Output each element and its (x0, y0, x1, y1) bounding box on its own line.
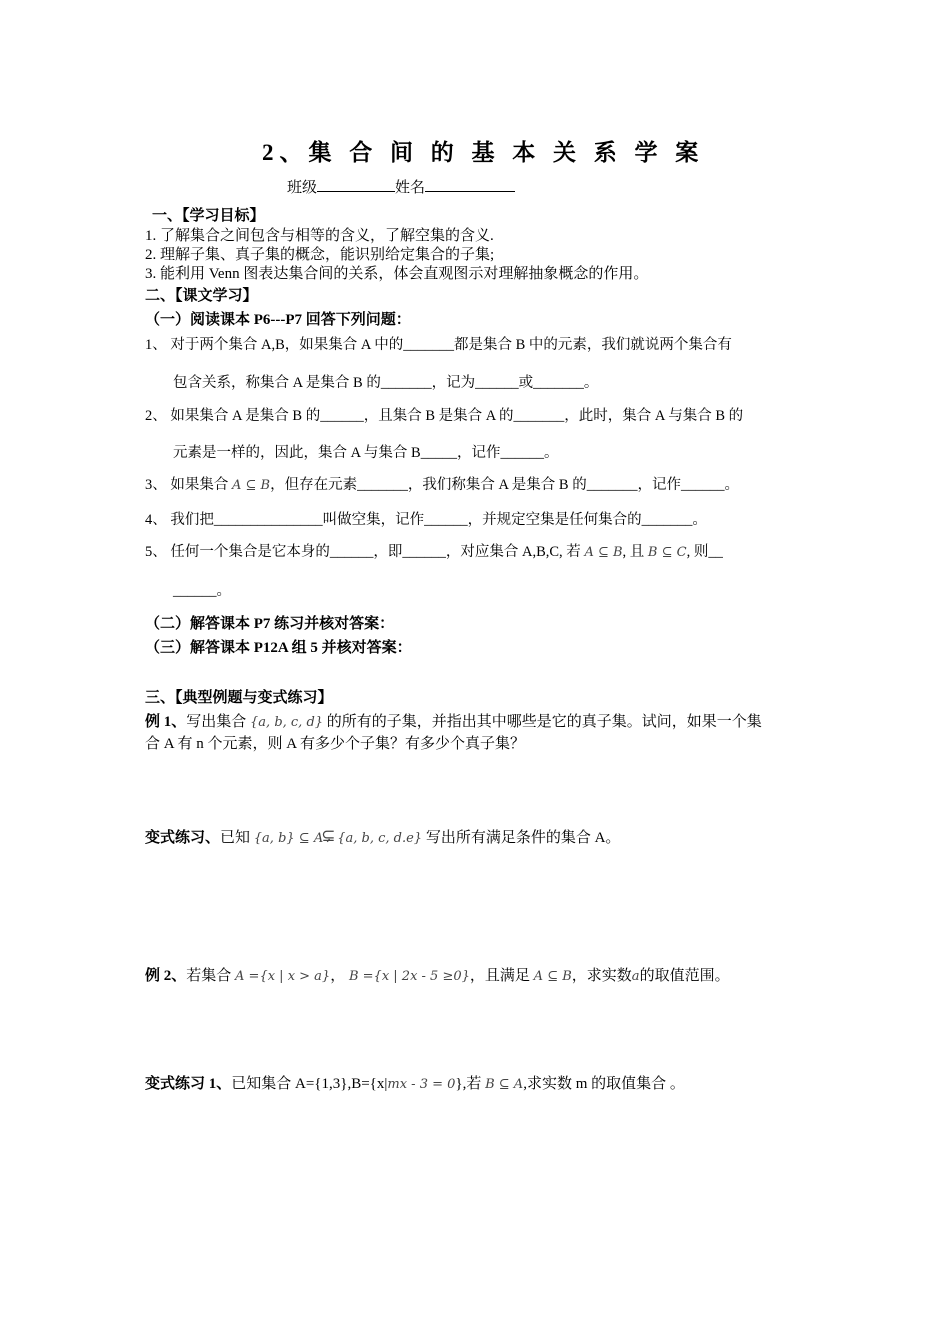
example-1-suffix: 的所有的子集，并指出其中哪些是它的真子集。试问，如果一个集 (326, 714, 762, 730)
section2-heading: 二、【课文学习】 (145, 288, 258, 304)
question-1-line1: 1、 对于两个集合 A,B，如果集合 A 中的_______都是集合 B 中的元素，我们就说两个集合有 (145, 337, 732, 353)
question-5-suffix: , 则__ (686, 544, 723, 560)
example-2-math-c: A ⊆ B (533, 969, 572, 984)
question-2-line2: 元素是一样的，因此，集合 A 与集合 B_____，记作______。 (173, 445, 559, 461)
example-2-var: a (631, 969, 640, 984)
variant-1-suffix: 写出所有满足条件的集合 A。 (425, 830, 621, 846)
example-1-prefix: 写出集合 (186, 714, 247, 730)
variant-1-math1: {a, b} ⊆ A (253, 831, 324, 846)
question-5-line1 (145, 540, 723, 561)
name-label: 姓名 (395, 180, 426, 196)
variant-2-prefix: 已知集合 A={1,3},B={x| (231, 1076, 388, 1092)
variant-2-math: mx - 3 = 0 (387, 1077, 456, 1092)
example-2-math-b: B ={x | 2x - 5 ≥0} (348, 969, 470, 984)
goal-3: 3. 能利用 Venn 图表达集合间的关系，体会直观图示对理解抽象概念的作用。 (145, 266, 649, 282)
example-1-line1 (145, 710, 762, 731)
section1-heading: 一、【学习目标】 (152, 208, 265, 224)
example-2-prefix: 若集合 (186, 968, 232, 984)
class-blank[interactable] (317, 177, 395, 192)
variant-2-suffix: ,求实数 m 的取值集合 。 (523, 1076, 685, 1092)
variant-2-math2: B ⊆ A (485, 1077, 524, 1092)
example-2 (145, 964, 730, 985)
section3-heading: 三、【典型例题与变式练习】 (145, 690, 333, 706)
question-3-prefix: 3、 如果集合 (145, 477, 229, 493)
variant-1-label: 变式练习、 (145, 830, 221, 846)
student-info-line (287, 176, 515, 197)
example-1-label: 例 1、 (145, 714, 187, 730)
class-label: 班级 (287, 180, 318, 196)
goal-1: 1. 了解集合之间包含与相等的含义，了解空集的含义. (145, 228, 494, 244)
question-2-line1: 2、 如果集合 A 是集合 B 的______，且集合 B 是集合 A 的_______，此时，集合 A 与集合 B 的 (145, 408, 744, 424)
variant-1-math2: {a, b, c, d.e} (337, 831, 423, 846)
question-4: 4、 我们把_______________叫做空集，记作______，并规定空集是任何集合的_______。 (145, 512, 707, 528)
section2-sub3: （三）解答课本 P12A 组 5 并核对答案： (145, 640, 412, 656)
question-5-line2: ______。 (173, 583, 231, 599)
question-5-math2: B ⊆ C (647, 545, 687, 560)
question-1-line2: 包含关系，称集合 A 是集合 B 的_______，记为______或_______。 (173, 375, 599, 391)
section2-sub2: （二）解答课本 P7 练习并核对答案： (145, 616, 395, 632)
proper-subset-symbol: ⊊ (321, 826, 336, 846)
example-2-suffix: 的取值范围。 (639, 968, 730, 984)
page-title: 2、集 合 间 的 基 本 关 系 学 案 (262, 140, 705, 165)
variant-1 (145, 826, 620, 847)
example-2-mid2: ，求实数 (571, 968, 632, 984)
question-3-math: A ⊆ B (232, 478, 271, 493)
example-1-set: {a, b, c, d} (250, 715, 324, 730)
section2-sub1: （一）阅读课本 P6---P7 回答下列问题： (145, 312, 411, 328)
variant-2-mid: },若 (455, 1076, 482, 1092)
variant-2 (145, 1072, 685, 1093)
name-blank[interactable] (425, 177, 515, 192)
variant-1-prefix: 已知 (220, 830, 251, 846)
example-2-mid: ，且满足 (469, 968, 530, 984)
example-2-sep: ， (330, 968, 346, 984)
goal-2: 2. 理解子集、真子集的概念，能识别给定集合的子集; (145, 247, 495, 263)
example-2-label: 例 2、 (145, 968, 187, 984)
question-5-math1: A ⊆ B (584, 545, 623, 560)
question-3-suffix: ，但存在元素_______，我们称集合 A 是集合 B 的_______，记作______。 (270, 477, 739, 493)
example-1-line2: 合 A 有 n 个元素，则 A 有多少个子集？有多少个真子集？ (145, 736, 526, 752)
question-3 (145, 473, 739, 494)
variant-2-label: 变式练习 1、 (145, 1076, 232, 1092)
question-5-mid: , 且 (622, 544, 645, 560)
example-2-math-a: A ={x | x > a} (235, 969, 331, 984)
question-5-prefix: 5、 任何一个集合是它本身的______，即______，对应集合 A,B,C, 若 (145, 544, 581, 560)
